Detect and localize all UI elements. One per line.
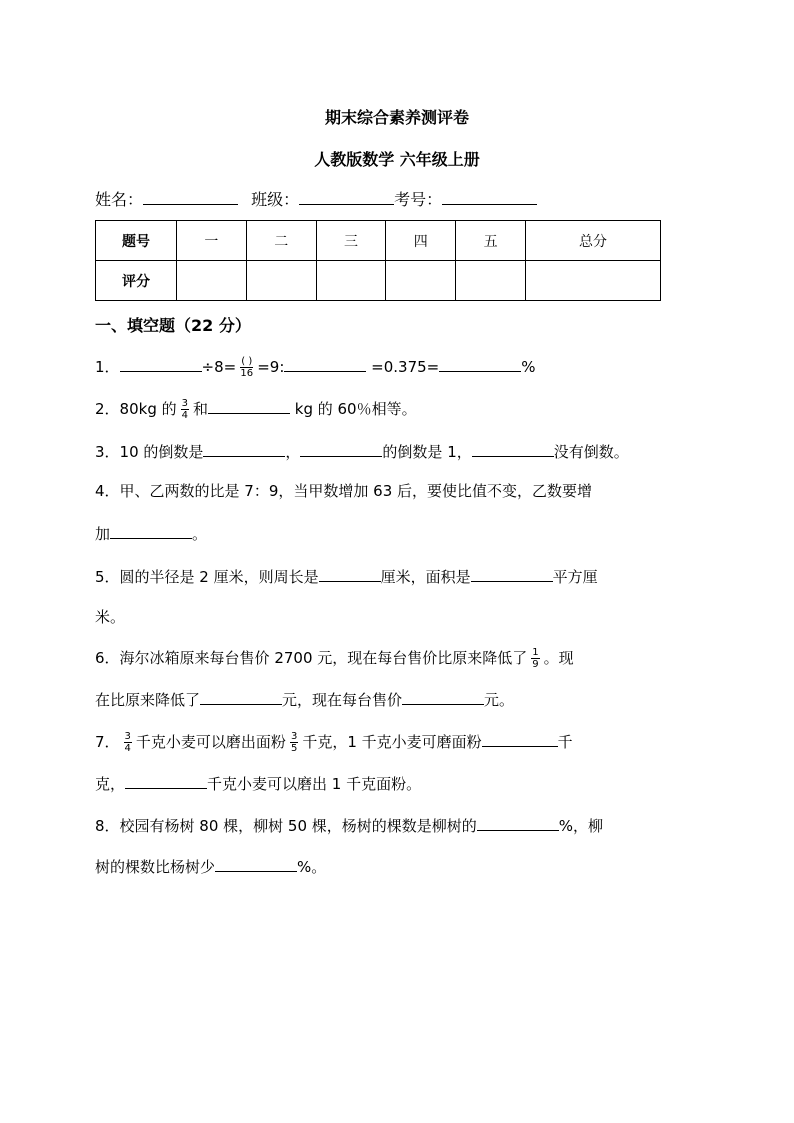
answer-blank[interactable] [319, 565, 381, 582]
class-field[interactable] [299, 188, 394, 205]
answer-blank[interactable] [208, 397, 290, 414]
answer-blank[interactable] [471, 565, 553, 582]
fraction-denominator: 9 [532, 659, 539, 670]
answer-blank[interactable] [203, 440, 285, 457]
fraction-numerator: 1 [532, 647, 539, 658]
q1-text: 1． [95, 358, 120, 376]
answer-blank[interactable] [482, 730, 558, 747]
answer-blank[interactable] [120, 355, 202, 372]
score-input-cell[interactable] [177, 261, 247, 301]
q7-text: 千克小麦可以磨出 1 千克面粉。 [207, 775, 422, 793]
score-table-cell: 一 [177, 221, 247, 261]
q3-text: 没有倒数。 [553, 443, 629, 461]
question-7-cont [95, 772, 421, 794]
q2-text: 和 [192, 400, 208, 418]
question-3 [95, 440, 629, 462]
score-table-cell: 三 [316, 221, 386, 261]
q6-text: 元。 [484, 691, 515, 709]
fraction [124, 731, 132, 754]
answer-blank[interactable] [125, 772, 207, 789]
q8-text: 树的棵数比杨树少 [95, 858, 216, 876]
q8-text: 8．校园有杨树 80 棵，柳树 50 棵，杨树的棵数是柳树的 [95, 817, 477, 835]
score-input-cell[interactable] [316, 261, 386, 301]
q6-text: 元，现在每台售价 [282, 691, 403, 709]
id-label: 考号： [394, 190, 443, 209]
fraction-denominator: 16 [240, 368, 254, 379]
q6-text: 6．海尔冰箱原来每台售价 2700 元，现在每台售价比原来降低了 [95, 649, 528, 667]
answer-blank[interactable] [439, 355, 521, 372]
q1-text: =9: [257, 358, 285, 376]
q1-text: ÷8= [201, 358, 237, 376]
exam-subtitle: 人教版数学 六年级上册 [314, 150, 480, 169]
fraction-numerator: 3 [290, 731, 298, 742]
q5-text: 厘米，面积是 [380, 568, 471, 586]
answer-blank[interactable] [200, 688, 282, 705]
q7-text: 克， [95, 775, 126, 793]
q3-text: ， [285, 443, 301, 461]
question-8-cont [95, 855, 326, 877]
question-4 [95, 480, 592, 501]
fraction-numerator: ( ) [241, 356, 253, 367]
answer-blank[interactable] [110, 522, 192, 539]
q5-text: 5．圆的半径是 2 厘米，则周长是 [95, 568, 319, 586]
fraction-numerator: 3 [124, 731, 131, 742]
exam-title: 期末综合素养测评卷 [324, 108, 469, 127]
fraction [181, 398, 189, 421]
question-7 [95, 730, 573, 754]
name-field[interactable] [143, 188, 238, 205]
q7-text: 千 [557, 733, 573, 751]
answer-blank[interactable] [284, 355, 366, 372]
class-label: 班级： [251, 190, 300, 209]
q4-text: 加 [95, 525, 111, 543]
section-heading: 一、填空题（22 分） [95, 316, 251, 335]
score-table-cell: 题号 [96, 221, 177, 261]
fraction-denominator: 5 [290, 743, 298, 754]
fraction [531, 647, 539, 670]
question-5-cont [95, 606, 125, 627]
q5-text: 平方厘 [552, 568, 598, 586]
q1-text: =0.375= [366, 358, 440, 376]
question-6 [95, 647, 574, 670]
q4-text: 。 [192, 525, 208, 543]
fraction [240, 356, 253, 379]
question-6-cont [95, 688, 514, 710]
q3-text: 的倒数是 1， [382, 443, 472, 461]
score-table [95, 220, 661, 301]
fraction-denominator: 4 [124, 743, 131, 754]
question-2 [95, 397, 417, 421]
q4-text: 4．甲、乙两数的比是 7：9，当甲数增加 63 后，要使比值不变，乙数要增 [95, 482, 593, 500]
name-label: 姓名： [95, 190, 144, 209]
answer-blank[interactable] [215, 855, 297, 872]
student-info-row [95, 187, 537, 210]
question-4-cont [95, 522, 207, 544]
question-5 [95, 565, 598, 587]
q7-text: 千克，1 千克小麦可磨面粉 [302, 733, 482, 751]
fraction-numerator: 3 [181, 398, 188, 409]
answer-blank[interactable] [472, 440, 554, 457]
score-input-cell[interactable] [525, 261, 660, 301]
q6-text: 。现 [543, 649, 574, 667]
score-table-cell: 五 [456, 221, 526, 261]
question-1 [95, 355, 536, 379]
q3-text: 3．10 的倒数是 [95, 443, 204, 461]
fraction [290, 731, 298, 754]
q8-text: %，柳 [558, 817, 604, 835]
q5-text: 米。 [95, 608, 126, 626]
q7-text: 千克小麦可以磨出面粉 [135, 733, 286, 751]
score-row-label: 评分 [96, 261, 177, 301]
score-table-cell: 总分 [525, 221, 660, 261]
q2-text: 2．80kg 的 [95, 400, 177, 418]
score-table-score-row [96, 261, 661, 301]
score-input-cell[interactable] [456, 261, 526, 301]
score-input-cell[interactable] [246, 261, 316, 301]
q7-text: 7． [95, 733, 120, 751]
score-table-cell: 四 [386, 221, 456, 261]
q1-text: % [521, 358, 536, 376]
q2-text: kg 的 60％相等。 [290, 400, 417, 418]
score-input-cell[interactable] [386, 261, 456, 301]
answer-blank[interactable] [300, 440, 382, 457]
score-table-header-row [96, 221, 661, 261]
answer-blank[interactable] [477, 814, 559, 831]
id-field[interactable] [442, 188, 537, 205]
q6-text: 在比原来降低了 [95, 691, 201, 709]
question-8 [95, 814, 603, 836]
answer-blank[interactable] [402, 688, 484, 705]
q8-text: %。 [297, 858, 327, 876]
fraction-denominator: 4 [181, 410, 188, 421]
score-table-cell: 二 [246, 221, 316, 261]
